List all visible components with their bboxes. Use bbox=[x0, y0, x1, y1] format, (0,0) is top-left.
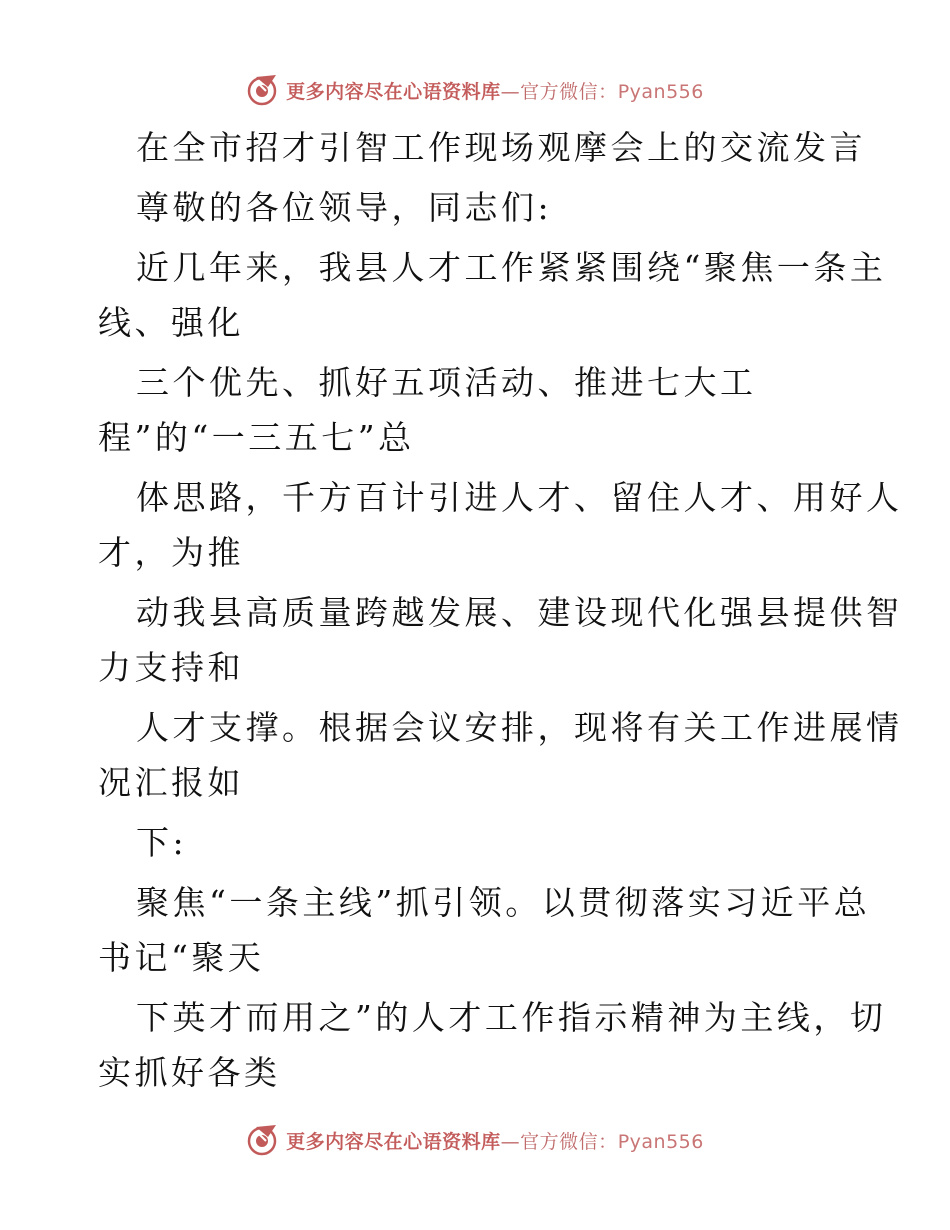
paragraph-line: 线、强化 bbox=[98, 303, 244, 342]
paragraph-line: 动我县高质量跨越发展、建设现代化强县提供智 bbox=[136, 593, 903, 632]
paragraph-line: 才，为推 bbox=[98, 533, 244, 572]
paragraph-line: 体思路，千方百计引进人才、留住人才、用好人 bbox=[136, 478, 903, 517]
quill-seal-icon bbox=[246, 1123, 280, 1157]
watermark-dash: — bbox=[500, 80, 521, 103]
footer-watermark bbox=[0, 1120, 950, 1160]
paragraph-line: 聚焦“一条主线”抓引领。以贯彻落实习近平总 bbox=[136, 883, 871, 922]
watermark-id: Pyan556 bbox=[617, 80, 704, 103]
paragraph-line: 三个优先、抓好五项活动、推进七大工 bbox=[136, 363, 757, 402]
watermark-main-text: 更多内容尽在心语资料库 bbox=[286, 1130, 501, 1153]
watermark-text bbox=[286, 77, 704, 104]
paragraph-line: 况汇报如 bbox=[98, 763, 244, 802]
paragraph-line: 下: bbox=[136, 823, 188, 862]
paragraph-line: 实抓好各类 bbox=[98, 1053, 281, 1092]
watermark-dash: — bbox=[500, 1130, 521, 1153]
header-watermark bbox=[0, 70, 950, 110]
watermark-sub-text: 官方微信： bbox=[520, 80, 618, 103]
document-title: 在全市招才引智工作现场观摩会上的交流发言 bbox=[136, 128, 866, 167]
watermark-main-text: 更多内容尽在心语资料库 bbox=[286, 80, 501, 103]
paragraph-line: 力支持和 bbox=[98, 648, 244, 687]
paragraph-line: 下英才而用之”的人才工作指示精神为主线，切 bbox=[136, 998, 887, 1037]
quill-seal-icon bbox=[246, 73, 280, 107]
paragraph-line: 书记“聚天 bbox=[98, 938, 265, 977]
paragraph-line: 人才支撑。根据会议安排，现将有关工作进展情 bbox=[136, 708, 903, 747]
paragraph-line: 近几年来，我县人才工作紧紧围绕“聚焦一条主 bbox=[136, 248, 887, 287]
paragraph-line: 程”的“一三五七”总 bbox=[98, 418, 415, 457]
watermark-sub-text: 官方微信： bbox=[520, 1130, 618, 1153]
watermark-text bbox=[286, 1127, 704, 1154]
watermark-id: Pyan556 bbox=[617, 1130, 704, 1153]
salutation: 尊敬的各位领导，同志们: bbox=[136, 188, 553, 227]
